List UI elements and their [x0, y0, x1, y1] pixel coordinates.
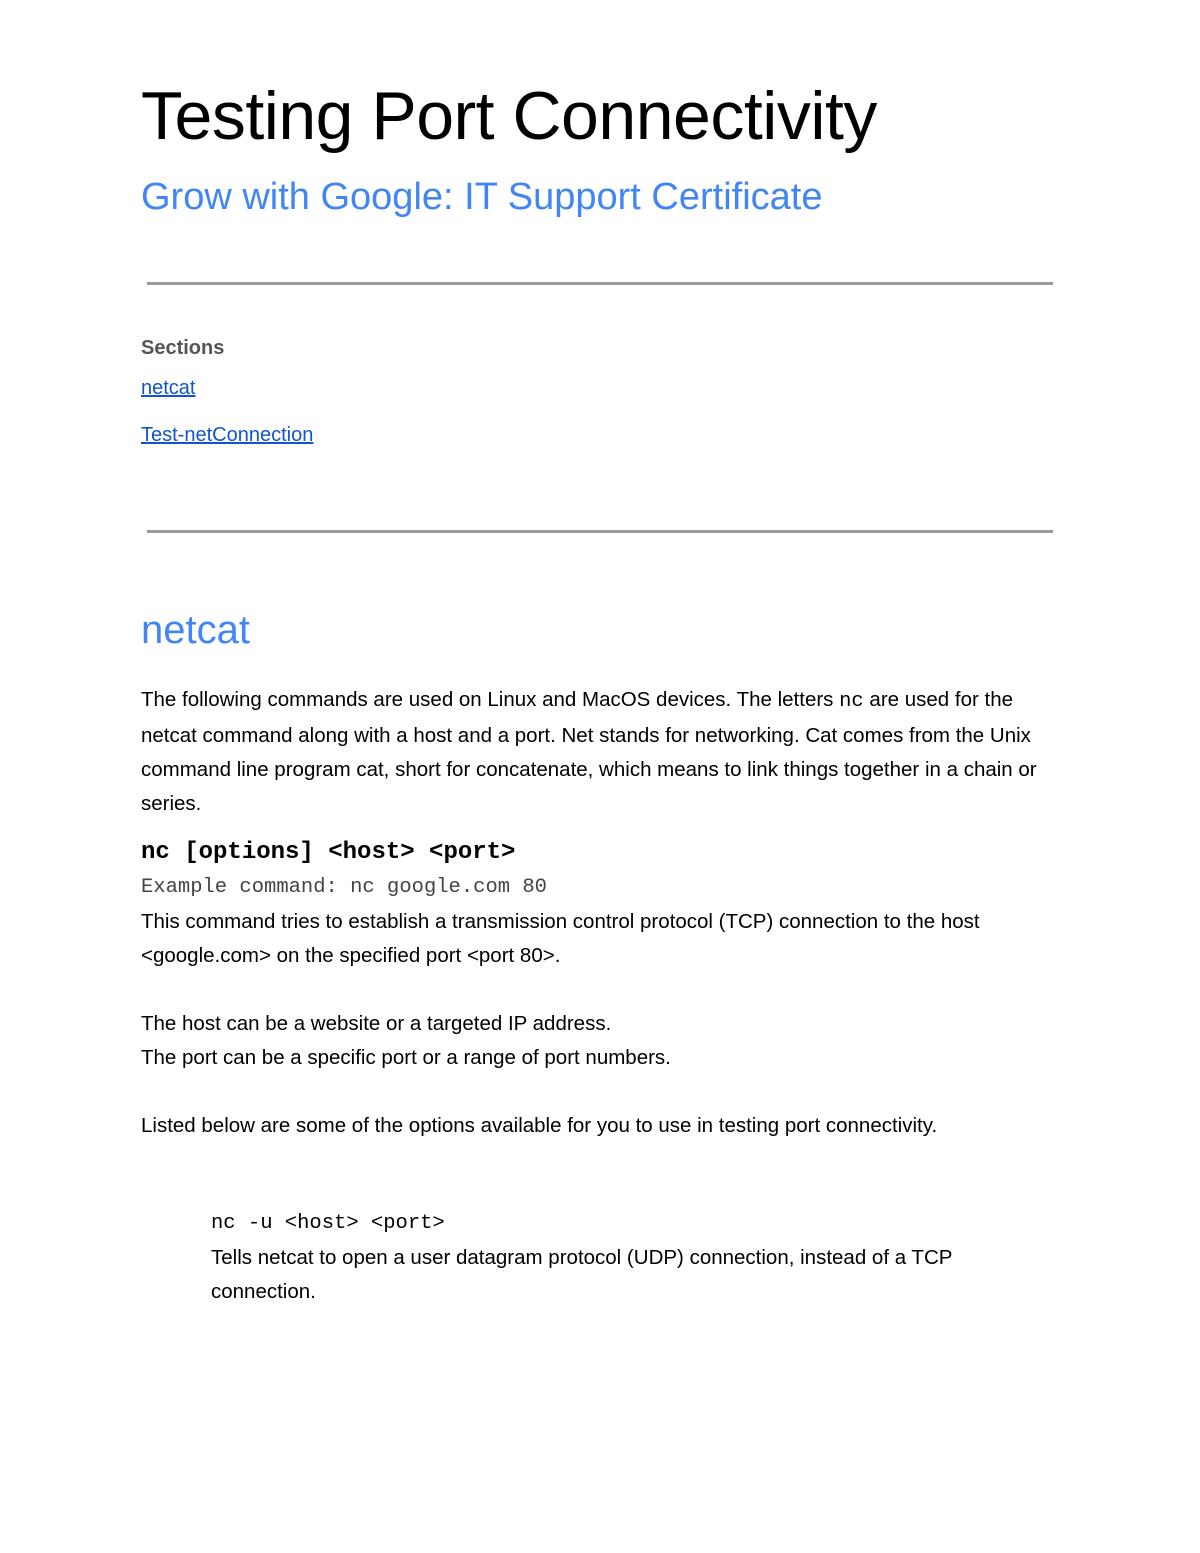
- options-intro: Listed below are some of the options available for you to use in testing port connectivity.: [141, 1114, 938, 1137]
- command-description: This command tries to establish a transmission control protocol (TCP) connection to the host <google.com> on the specified port <port 80>.: [141, 910, 980, 967]
- inline-code-nc: nc: [839, 690, 864, 713]
- port-note: The port can be a specific port or a range of port numbers.: [141, 1046, 671, 1069]
- option-description: Tells netcat to open a user datagram protocol (UDP) connection, instead of a TCP connection.: [211, 1246, 953, 1303]
- toc-link-netcat[interactable]: netcat: [141, 377, 196, 399]
- sections-label: Sections: [141, 337, 225, 359]
- example-command: Example command: nc google.com 80: [141, 876, 547, 899]
- intro-text-part2: are used for the netcat command along with a host and a port. Net stands for networking. Cat comes from the Unix command line program cat, short for concatenate, which means to link things together in a chain or series.: [141, 688, 1037, 815]
- page-title: Testing Port Connectivity: [141, 78, 877, 154]
- intro-text-part1: The following commands are used on Linux and MacOS devices. The letters: [141, 688, 840, 711]
- page-subtitle: Grow with Google: IT Support Certificate: [141, 176, 823, 218]
- host-note: The host can be a website or a targeted IP address.: [141, 1012, 612, 1035]
- option-command: nc -u <host> <port>: [211, 1212, 445, 1235]
- option-item: [211, 1207, 1051, 1309]
- command-syntax: nc [options] <host> <port>: [141, 839, 516, 866]
- toc-link-test-netconnection[interactable]: Test-netConnection: [141, 424, 314, 446]
- divider: [147, 282, 1053, 285]
- divider: [147, 530, 1053, 533]
- netcat-intro-paragraph: [141, 683, 1061, 821]
- section-heading-netcat: netcat: [141, 608, 250, 652]
